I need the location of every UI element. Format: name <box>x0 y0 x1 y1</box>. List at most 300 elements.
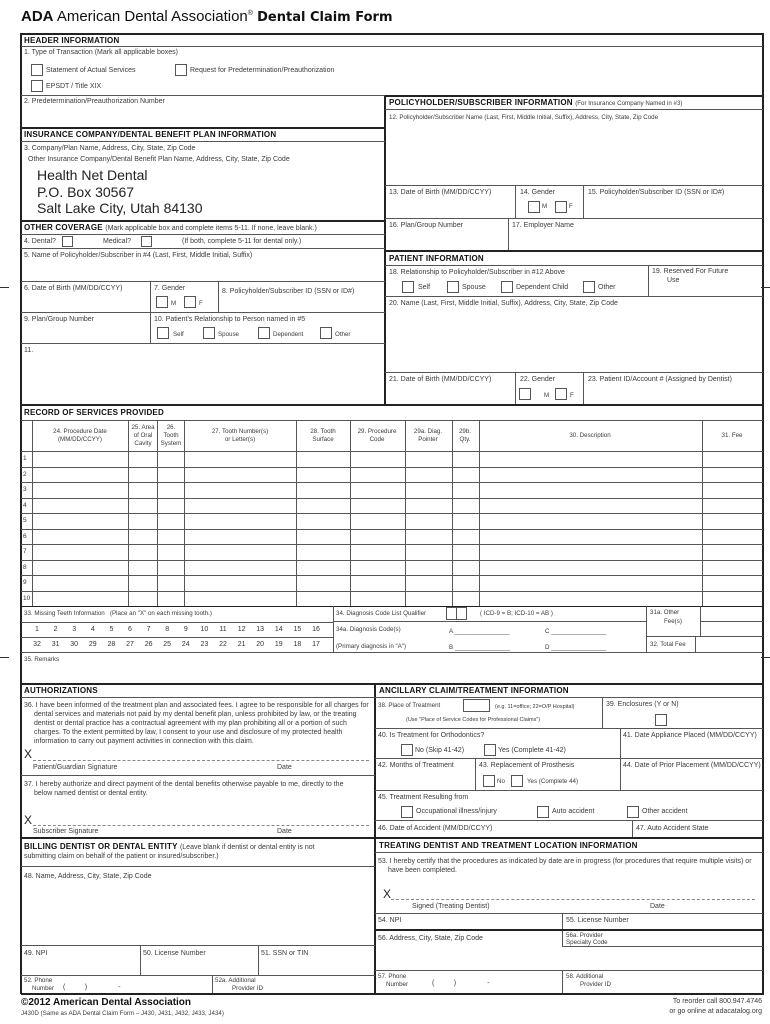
row-number: 5 <box>23 517 27 524</box>
divider <box>21 622 333 623</box>
col-text: Surface <box>312 436 334 443</box>
treating-address-field[interactable]: 56. Address, City, State, Zip Code <box>378 935 483 942</box>
tooth-number[interactable]: 11 <box>219 626 227 633</box>
patient-spouse-checkbox[interactable] <box>447 281 459 293</box>
rel-other-checkbox[interactable] <box>320 327 332 339</box>
prosthesis-yes-label: Yes (Complete 44) <box>527 778 579 785</box>
tooth-number[interactable]: 17 <box>312 641 320 648</box>
ortho-yes-label: Yes (Complete 41-42) <box>498 747 566 754</box>
rel-dependent-checkbox[interactable] <box>258 327 270 339</box>
row-number: 10 <box>23 594 31 602</box>
patient-heading: PATIENT INFORMATION <box>389 254 484 263</box>
dental-label: 4. Dental? <box>24 238 56 245</box>
place-of-treatment-label: 38. Place of Treatment <box>378 702 441 709</box>
place-of-treatment-field[interactable] <box>463 699 490 712</box>
auto-accident-state-field[interactable]: 47. Auto Accident State <box>636 825 709 832</box>
date-label: Date <box>277 828 292 835</box>
col-area <box>131 424 154 448</box>
specialty-code-label: 56a. Provider <box>566 932 603 939</box>
company-label: 3. Company/Plan Name, Address, City, State, Zip Code <box>24 145 196 152</box>
item-11-field[interactable]: 11. <box>24 347 34 354</box>
divider <box>475 758 476 790</box>
divider <box>385 296 763 297</box>
table-row[interactable] <box>21 498 763 499</box>
table-row[interactable] <box>21 451 763 452</box>
billing-phone-label-2: Number <box>32 985 55 992</box>
divider <box>375 728 763 729</box>
treatment-resulting-label: 45. Treatment Resulting from <box>378 794 469 801</box>
col-text: 29. Procedure <box>357 428 397 435</box>
qualifier-note: ( ICD-9 = B; ICD-10 = AB ) <box>480 610 553 617</box>
statement-label: Statement of Actual Services <box>46 67 136 74</box>
divider <box>385 372 763 373</box>
col-qty <box>459 428 471 444</box>
other-accident-label: Other accident <box>642 808 688 815</box>
divider <box>700 621 763 622</box>
reserved-label: 19. Reserved For Future <box>652 268 729 275</box>
auto-accident-checkbox[interactable] <box>537 806 549 818</box>
divider <box>21 837 763 839</box>
policyholder-heading <box>389 98 682 108</box>
col-text: or Letter(s) <box>224 436 256 443</box>
divider <box>21 141 385 142</box>
divider <box>21 683 763 685</box>
divider <box>21 697 763 698</box>
tooth-number[interactable]: 18 <box>293 641 302 648</box>
rel-self-checkbox[interactable] <box>157 327 169 339</box>
enclosures-checkbox[interactable] <box>655 714 667 726</box>
col-tooth-surface <box>310 428 335 444</box>
medical-checkbox[interactable] <box>141 236 152 247</box>
other-label: Other <box>598 284 616 291</box>
tooth-number[interactable]: 10 <box>200 626 209 633</box>
tooth-number[interactable]: 25 <box>163 641 172 648</box>
tooth-number[interactable]: 19 <box>274 641 283 648</box>
table-row[interactable] <box>21 560 763 561</box>
treating-phone-label: 57. Phone <box>378 973 407 980</box>
heading-note: (Leave blank if dentist or dental entity is not <box>179 844 315 851</box>
header-heading: HEADER INFORMATION <box>24 36 120 45</box>
divider <box>648 265 649 296</box>
tooth-number[interactable]: 27 <box>126 641 134 648</box>
billing-ssn-field[interactable]: 51. SSN or TIN <box>261 950 309 957</box>
prosthesis-label: 43. Replacement of Prosthesis <box>479 762 575 769</box>
diagnosis-b-field[interactable]: B ________________ <box>449 644 510 651</box>
col-procedure-code <box>358 428 397 444</box>
row-number: 2 <box>23 470 27 478</box>
specialty-code-label-2: Specialty Code <box>566 939 608 946</box>
authorizations-heading: AUTHORIZATIONS <box>24 686 98 695</box>
heading-text: BILLING DENTIST OR DENTAL ENTITY <box>24 842 178 851</box>
row-number: 3 <box>23 486 27 493</box>
other-fees-label-2: Fee(s) <box>664 618 682 625</box>
ortho-no-checkbox[interactable] <box>401 744 413 756</box>
months-treatment-field[interactable]: 42. Months of Treatment <box>378 762 454 769</box>
subscriber-signature-label: Subscriber Signature <box>33 828 99 835</box>
divider <box>21 606 763 607</box>
col-diag-pointer <box>414 428 442 444</box>
org-name: American Dental Association <box>56 8 248 25</box>
col-text: 26. <box>166 424 176 431</box>
divider <box>375 758 763 759</box>
table-row[interactable] <box>21 529 763 530</box>
predetermination-checkbox[interactable] <box>175 64 187 76</box>
tooth-number[interactable]: 31 <box>51 641 60 648</box>
col-text: Qty. <box>459 436 471 443</box>
policyholder-name-field[interactable]: 12. Policyholder/Subscriber Name (Last, First, Middle Initial, Suffix), Address, City, State, Zip Code <box>389 114 659 121</box>
predetermination-number-field[interactable]: 2. Predetermination/Preauthorization Number <box>24 98 165 105</box>
prior-placement-field[interactable]: 44. Date of Prior Placement (MM/DD/CCYY) <box>623 762 761 769</box>
divider <box>375 929 763 931</box>
divider <box>21 95 385 96</box>
other-dob-field[interactable]: 6. Date of Birth (MM/DD/CCYY) <box>24 285 123 292</box>
epsdt-checkbox[interactable] <box>31 80 43 92</box>
m-label: M <box>171 300 177 307</box>
rel-spouse-checkbox[interactable] <box>203 327 215 339</box>
divider <box>375 820 763 821</box>
patient-gender-label: 22. Gender <box>520 376 556 383</box>
divider <box>375 852 763 853</box>
col-procedure-date <box>53 428 107 444</box>
patient-account-field[interactable]: 23. Patient ID/Account # (Assigned by Dentist) <box>588 376 732 383</box>
tooth-number[interactable]: 15 <box>293 626 302 633</box>
col-text: 29b. <box>458 428 472 435</box>
divider <box>21 637 333 638</box>
divider <box>515 372 516 404</box>
transaction-type-label: 1. Type of Transaction (Mark all applicable boxes) <box>24 49 178 56</box>
col-tooth-system <box>161 424 182 448</box>
divider <box>602 697 603 728</box>
other-plan-number-field[interactable]: 9. Plan/Group Number <box>24 316 95 323</box>
auto-accident-label: Auto accident <box>552 808 595 815</box>
billing-npi-field[interactable]: 49. NPI <box>24 950 48 957</box>
billing-note-2: submitting claim on behalf of the patient or insured/subscriber.) <box>24 853 219 860</box>
heading-note: (Mark applicable box and complete items 5-11. If none, leave blank.) <box>105 225 317 232</box>
table-row[interactable] <box>21 591 763 592</box>
services-heading: RECORD OF SERVICES PROVIDED <box>24 408 164 417</box>
col-text: (MM/DD/CCYY) <box>57 436 102 443</box>
form-name: Dental Claim Form <box>257 10 393 25</box>
divider <box>21 234 385 235</box>
divider <box>21 652 763 653</box>
medical-label: Medical? <box>103 238 132 245</box>
treating-heading: TREATING DENTIST AND TREATMENT LOCATION INFORMATION <box>379 841 638 850</box>
reorder-text: To reorder call 800.947.4746 <box>672 998 762 1005</box>
date-label: Date <box>650 903 665 910</box>
treating-addl-id-label: 58. Additional <box>566 973 604 980</box>
billing-license-field[interactable]: 50. License Number <box>143 950 206 957</box>
billing-addl-id-label-2: Provider ID <box>232 985 263 992</box>
divider <box>333 606 334 652</box>
tooth-number[interactable]: 2 <box>53 626 58 633</box>
border-top <box>21 33 764 35</box>
divider <box>21 404 763 406</box>
total-fee-label: 32. Total Fee <box>650 641 686 648</box>
divider <box>583 185 584 218</box>
epsdt-label: EPSDT / Title XIX <box>46 83 102 90</box>
row-number: 7 <box>23 548 27 555</box>
tooth-number[interactable]: 1 <box>35 626 39 633</box>
other-gender-f-checkbox[interactable] <box>184 296 196 308</box>
m-label: M <box>542 203 548 210</box>
treating-addl-id-label-2: Provider ID <box>580 981 611 988</box>
billing-phone-field[interactable]: ( ) - <box>63 984 121 991</box>
divider <box>21 312 385 313</box>
tooth-number[interactable]: 14 <box>274 626 283 633</box>
tooth-number[interactable]: 21 <box>237 641 246 648</box>
patient-name-field[interactable]: 20. Name (Last, First, Middle Initial, Suffix), Address, City, State, Zip Code <box>389 300 618 307</box>
billing-heading <box>24 842 315 852</box>
online-text: or go online at adacatalog.org <box>669 1008 762 1015</box>
col-tooth-number <box>212 428 268 444</box>
primary-diagnosis-label: (Primary diagnosis in "A") <box>336 643 407 650</box>
billing-addl-id-label: 52a. Additional <box>215 977 256 984</box>
row-number: 6 <box>23 532 27 540</box>
rel-dependent-label: Dependent <box>273 331 304 338</box>
divider <box>562 970 563 993</box>
billing-name-field[interactable]: 48. Name, Address, City, State, Zip Code <box>24 873 152 880</box>
policyholder-gender-m-checkbox[interactable] <box>528 201 540 213</box>
occupational-checkbox[interactable] <box>401 806 413 818</box>
tooth-number[interactable]: 23 <box>200 641 209 648</box>
statement-checkbox[interactable] <box>31 64 43 76</box>
tooth-number[interactable]: 5 <box>109 626 114 633</box>
patient-dob-field[interactable]: 21. Date of Birth (MM/DD/CCYY) <box>389 376 492 383</box>
tooth-number[interactable]: 28 <box>107 641 116 648</box>
divider <box>385 109 763 110</box>
spouse-label: Spouse <box>462 284 486 291</box>
m-label: M <box>544 392 550 399</box>
insurance-heading: INSURANCE COMPANY/DENTAL BENEFIT PLAN INFORMATION <box>24 130 277 139</box>
patient-gender-m-checkbox[interactable] <box>519 388 531 400</box>
employer-name-field[interactable]: 17. Employer Name <box>512 222 574 229</box>
divider <box>646 636 763 637</box>
policyholder-gender-f-checkbox[interactable] <box>555 201 567 213</box>
other-fees-label: 31a. Other <box>650 609 680 616</box>
sign-x: X <box>24 813 33 827</box>
col-fee: 31. Fee <box>721 432 743 439</box>
divider <box>21 866 375 867</box>
divider <box>385 95 763 97</box>
remarks-field[interactable]: 35. Remarks <box>24 656 60 663</box>
certification-53-text: 53. I hereby certify that the procedures as indicated by date are in progress (for procedures that require multiple visits) or have been completed. <box>378 858 752 874</box>
enclosures-label: 39. Enclosures (Y or N) <box>606 701 679 708</box>
registered-mark: ® <box>247 10 253 17</box>
sign-x: X <box>383 887 392 901</box>
divider <box>21 975 375 976</box>
prosthesis-yes-checkbox[interactable] <box>511 775 523 787</box>
divider <box>21 281 385 282</box>
copyright: ©2012 American Dental Association <box>21 997 192 1008</box>
patient-relationship-label: 18. Relationship to Policyholder/Subscriber in #12 Above <box>389 269 565 276</box>
policyholder-dob-field[interactable]: 13. Date of Birth (MM/DD/CCYY) <box>389 189 492 196</box>
tooth-number[interactable]: 32 <box>33 641 41 648</box>
divider <box>258 945 259 975</box>
patient-signature-label: Patient/Guardian Signature <box>33 764 118 771</box>
tooth-number[interactable]: 20 <box>256 641 265 648</box>
other-subscriber-id-field[interactable]: 8. Policyholder/Subscriber ID (SSN or ID#) <box>222 288 355 295</box>
row-number: 1 <box>23 455 27 462</box>
divider <box>21 220 385 222</box>
label-text: 33. Missing Teeth Information <box>24 610 105 617</box>
tooth-number[interactable]: 4 <box>90 626 95 633</box>
ortho-no-label: No (Skip 41-42) <box>415 747 465 754</box>
patient-gender-f-checkbox[interactable] <box>555 388 567 400</box>
divider <box>140 945 141 975</box>
divider <box>333 621 646 622</box>
policyholder-gender-label: 14. Gender <box>520 189 556 196</box>
heading-text: OTHER COVERAGE <box>24 223 103 232</box>
divider <box>695 636 696 652</box>
tooth-number[interactable]: 13 <box>256 626 265 633</box>
form-title <box>21 8 393 25</box>
other-gender-m-checkbox[interactable] <box>156 296 168 308</box>
rel-self-label: Self <box>173 331 184 338</box>
insurance-address-field[interactable] <box>37 167 203 217</box>
col-text: 25. Area <box>131 424 155 431</box>
divider <box>385 218 763 219</box>
rel-spouse-label: Spouse <box>218 331 239 338</box>
consent-36-text: 36. I have been informed of the treatment plan and associated fees. I agree to be responsible for all charges for dental services and materials not paid by my dental benefit plan, unless prohibited by law, or the treating dentist or dental practice has a contractual agreement with my plan prohibiting all or a portion of such charges. To the extent permitted by law, I consent to your use and disclosure of my protected health information to carry out payment activities in connection with this claim. <box>24 702 369 745</box>
divider <box>21 46 763 47</box>
tooth-number[interactable]: 9 <box>183 626 188 633</box>
divider <box>375 970 763 971</box>
tooth-number[interactable]: 30 <box>70 641 79 648</box>
place-use-note: (Use "Place of Service Codes for Professional Claims") <box>406 717 541 723</box>
divider <box>515 185 516 218</box>
registration-mark <box>0 657 9 658</box>
orthodontics-label: 40. Is Treatment for Orthodontics? <box>378 732 485 739</box>
table-row[interactable] <box>21 575 763 576</box>
divider <box>21 248 385 249</box>
tooth-number[interactable]: 3 <box>72 626 77 633</box>
registration-mark <box>761 287 770 288</box>
divider <box>583 372 584 404</box>
divider <box>375 790 763 791</box>
occupational-label: Occupational illness/injury <box>416 808 497 815</box>
divider <box>21 945 375 946</box>
col-text: of Oral <box>133 432 153 439</box>
tooth-number[interactable]: 26 <box>144 641 153 648</box>
self-label: Self <box>418 284 431 291</box>
col-text: Tooth <box>163 432 179 439</box>
divider <box>21 420 763 421</box>
other-coverage-heading <box>24 223 317 233</box>
divider <box>562 946 763 947</box>
dental-checkbox[interactable] <box>62 236 73 247</box>
other-policyholder-name-field[interactable]: 5. Name of Policyholder/Subscriber in #4 (Last, First, Middle Initial, Suffix) <box>24 252 253 259</box>
col-text: Code <box>369 436 385 443</box>
place-example: (e.g. 11=office; 22=O/P Hospital) <box>495 704 575 710</box>
other-accident-checkbox[interactable] <box>627 806 639 818</box>
tooth-number[interactable]: 29 <box>88 641 97 648</box>
authorization-37-text: 37. I hereby authorize and direct payment of the dental benefits otherwise payable to me, directly to the below named dentist or dental entity. <box>24 781 344 797</box>
col-text: System <box>160 440 182 447</box>
policyholder-plan-field[interactable]: 16. Plan/Group Number <box>389 222 463 229</box>
tooth-number[interactable]: 12 <box>237 626 246 633</box>
registration-mark <box>761 657 770 658</box>
address-line: P.O. Box 30567 <box>37 183 135 200</box>
row-number: 4 <box>23 501 27 509</box>
tooth-number[interactable]: 24 <box>181 641 190 648</box>
rel-other-label: Other <box>335 331 351 338</box>
table-row[interactable] <box>21 482 763 483</box>
other-company-label: Other Insurance Company/Dental Benefit Plan Name, Address, City, State, Zip Code <box>28 156 290 163</box>
col-description: 30. Description <box>569 432 611 439</box>
divider <box>21 775 375 776</box>
divider <box>385 250 763 252</box>
treating-license-field[interactable]: 55. License Number <box>566 917 629 924</box>
tooth-number[interactable]: 16 <box>312 626 320 633</box>
accident-date-field[interactable]: 46. Date of Accident (MM/DD/CCYY) <box>378 825 493 832</box>
treating-phone-label-2: Number <box>386 981 409 988</box>
patient-dependent-checkbox[interactable] <box>501 281 513 293</box>
f-label: F <box>199 300 203 307</box>
diagnosis-codes-label: 34a. Diagnosis Code(s) <box>336 626 401 633</box>
dependent-label: Dependent Child <box>516 284 569 291</box>
table-row[interactable] <box>21 513 763 514</box>
other-gender-label: 7. Gender <box>154 285 186 292</box>
diagnosis-a-field[interactable]: A ________________ <box>449 628 510 635</box>
sign-x: X <box>24 747 33 761</box>
divider <box>632 820 633 837</box>
divider <box>508 218 509 250</box>
col-text: 24. Procedure Date <box>53 428 107 435</box>
appliance-date-field[interactable]: 41. Date Appliance Placed (MM/DD/CCYY) <box>623 732 757 739</box>
divider <box>212 975 213 993</box>
address-line: Health Net Dental <box>37 167 148 183</box>
tooth-number[interactable]: 8 <box>165 626 170 633</box>
reserved-label-2: Use <box>667 277 680 284</box>
ada-logo: ADA <box>21 8 54 25</box>
diagnosis-c-field[interactable]: C ________________ <box>545 628 607 635</box>
prosthesis-no-label: No <box>497 778 505 785</box>
treating-npi-field[interactable]: 54. NPI <box>378 917 402 924</box>
table-row[interactable] <box>21 467 763 468</box>
patient-self-checkbox[interactable] <box>402 281 414 293</box>
billing-phone-label: 52. Phone <box>24 977 53 984</box>
ortho-yes-checkbox[interactable] <box>484 744 496 756</box>
col-text: 29a. Diag. <box>413 428 443 435</box>
divider <box>385 265 763 266</box>
treating-phone-field[interactable]: ( ) - <box>432 980 490 987</box>
divider <box>646 606 647 652</box>
patient-other-checkbox[interactable] <box>583 281 595 293</box>
heading-text: POLICYHOLDER/SUBSCRIBER INFORMATION <box>389 98 573 107</box>
qualifier-box-2[interactable] <box>456 607 467 620</box>
col-text: Cavity <box>134 440 152 447</box>
subscriber-signature-line[interactable] <box>33 825 369 826</box>
signed-label: Signed (Treating Dentist) <box>412 903 490 910</box>
table-row[interactable] <box>21 544 763 545</box>
diagnosis-d-field[interactable]: D ________________ <box>545 644 607 651</box>
dentist-signature-line[interactable] <box>391 899 755 900</box>
tooth-number[interactable]: 22 <box>219 641 227 648</box>
patient-signature-line[interactable] <box>33 760 369 761</box>
heading-note: (For Insurance Company Named in #3) <box>575 100 683 107</box>
missing-teeth-label <box>24 610 212 618</box>
divider <box>218 281 219 312</box>
col-text: Pointer <box>418 436 438 443</box>
policyholder-id-field[interactable]: 15. Policyholder/Subscriber ID (SSN or ID#) <box>588 189 725 196</box>
tooth-number[interactable]: 7 <box>146 626 151 633</box>
prosthesis-no-checkbox[interactable] <box>483 775 495 787</box>
diagnosis-qualifier-label: 34. Diagnosis Code List Qualifier <box>336 610 427 617</box>
col-text: 28. Tooth <box>310 428 336 435</box>
tooth-number[interactable]: 6 <box>128 626 132 633</box>
divider <box>385 185 763 186</box>
border-bottom <box>21 993 764 995</box>
